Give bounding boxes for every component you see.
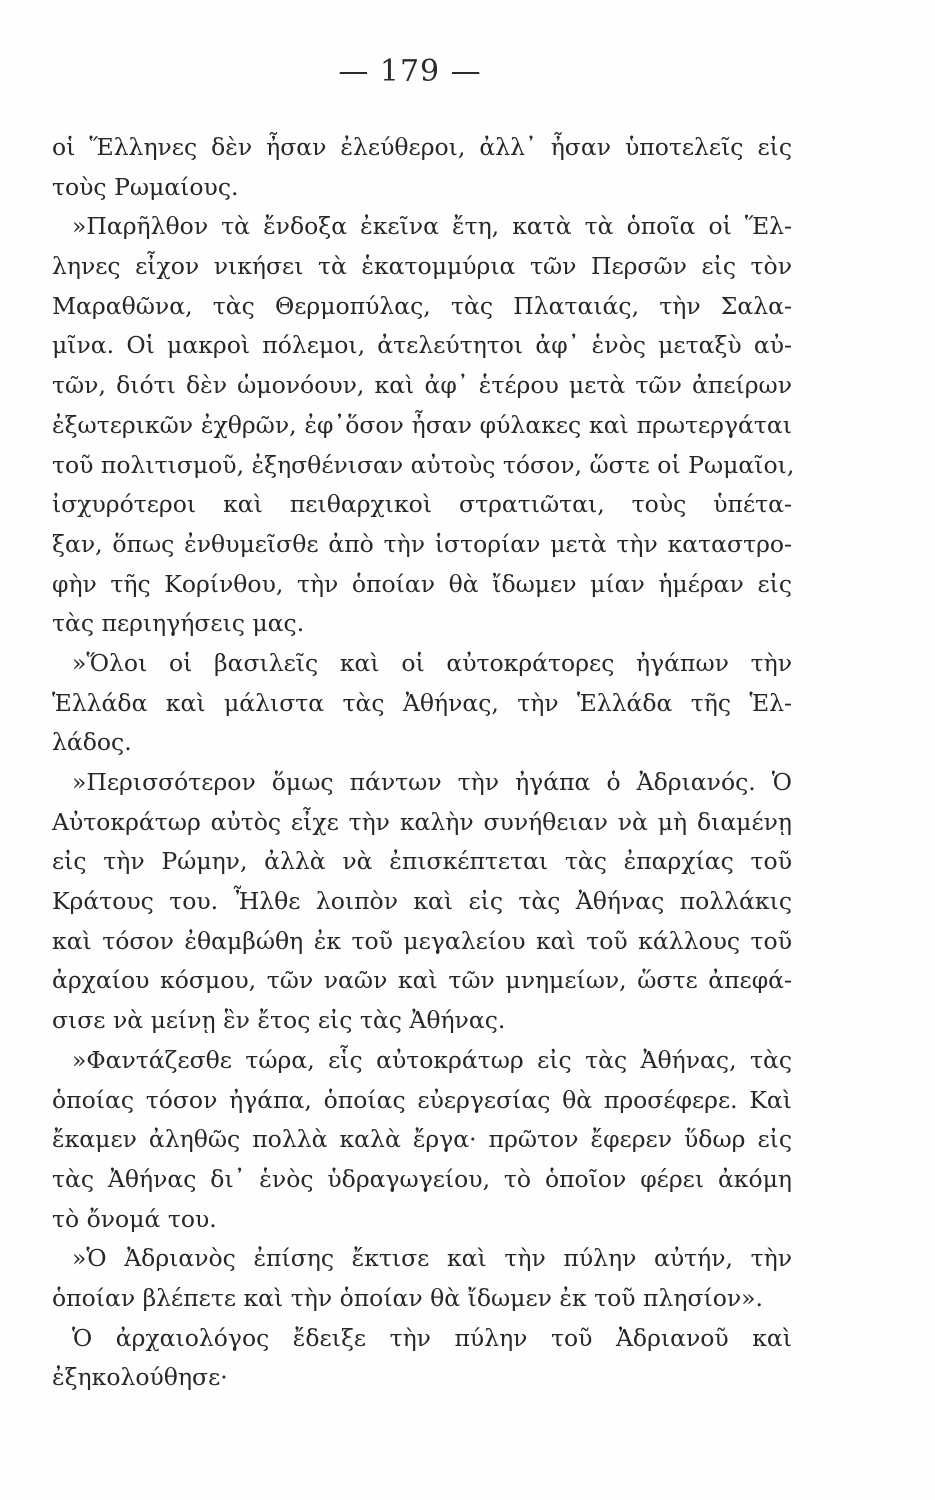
text-line: τὰς Ἀθήνας δι᾽ ἑνὸς ὑδραγωγείου, τὸ ὁποῖον φέρει ἀκόμη	[52, 1164, 792, 1193]
text-line: τοῦ πολιτισμοῦ, ἐξησθένισαν αὐτοὺς τόσον, ὥστε οἱ Ρωμαῖοι,	[52, 450, 795, 479]
paragraph	[52, 128, 792, 207]
text-line: Ἑλλάδα καὶ μάλιστα τὰς Ἀθήνας, τὴν Ἑλλάδα τῆς Ἑλ-	[52, 688, 792, 717]
text-line: Μαραθῶνα, τὰς Θερμοπύλας, τὰς Πλαταιάς, τὴν Σαλα-	[52, 291, 792, 320]
text-line: εἰς τὴν Ρώμην, ἀλλὰ νὰ ἐπισκέπτεται τὰς ἐπαρχίας τοῦ	[52, 847, 792, 876]
text-line: τῶν, διότι δὲν ὡμονόουν, καὶ ἀφ᾽ ἑτέρου μετὰ τῶν ἀπείρων	[52, 371, 792, 400]
text-line: Κράτους του. Ἦλθε λοιπὸν καὶ εἰς τὰς Ἀθήνας πολλάκις	[52, 887, 792, 916]
paragraph	[52, 763, 792, 1041]
text-line: φὴν τῆς Κορίνθου, τὴν ὁποίαν θὰ ἴδωμεν μίαν ἡμέραν εἰς	[52, 569, 792, 598]
text-line: ληνες εἶχον νικήσει τὰ ἑκατομμύρια τῶν Περσῶν εἰς τὸν	[52, 252, 792, 281]
text-line: τὰς περιηγήσεις μας.	[52, 609, 305, 638]
text-line: ἰσχυρότεροι καὶ πειθαρχικοὶ στρατιῶται, τοὺς ὑπέτα-	[52, 490, 792, 519]
text-line: »Ὅλοι οἱ βασιλεῖς καὶ οἱ αὐτοκράτορες ἠγάπων τὴν	[72, 648, 792, 677]
paragraph	[52, 1041, 792, 1239]
paragraph	[52, 1239, 792, 1318]
text-line: ἔκαμεν ἀληθῶς πολλὰ καλὰ ἔργα· πρῶτον ἔφερεν ὕδωρ εἰς	[52, 1125, 792, 1154]
text-line: οἱ Ἕλληνες δὲν ἦσαν ἐλεύθεροι, ἀλλ᾽ ἦσαν ὑποτελεῖς εἰς	[52, 133, 792, 161]
text-line: τοὺς Ρωμαίους.	[52, 172, 239, 201]
text-line: »Φαντάζεσθε τώρα, εἷς αὐτοκράτωρ εἰς τὰς Ἀθήνας, τὰς	[72, 1045, 792, 1074]
body-text	[52, 128, 795, 1398]
paragraph	[52, 644, 792, 763]
text-line: ἐξηκολούθησε·	[52, 1363, 228, 1392]
text-line: Αὐτοκράτωρ αὐτὸς εἶχε τὴν καλὴν συνήθειαν νὰ μὴ διαμένῃ	[52, 807, 792, 836]
text-line: καὶ τόσον ἐθαμβώθη ἐκ τοῦ μεγαλείου καὶ τοῦ κάλλους τοῦ	[52, 926, 792, 955]
text-line: ὁποίας τόσον ἠγάπα, ὁποίας εὐεργεσίας θὰ προσέφερε. Καὶ	[52, 1085, 792, 1114]
text-line: »Παρῆλθον τὰ ἔνδοξα ἐκεῖνα ἔτη, κατὰ τὰ ὁποῖα οἱ Ἕλ-	[72, 212, 792, 241]
text-line: Ὁ ἀρχαιολόγος ἔδειξε τὴν πύλην τοῦ Ἀδριανοῦ καὶ	[72, 1323, 792, 1352]
text-line: σισε νὰ μείνῃ ἓν ἔτος εἰς τὰς Ἀθήνας.	[52, 1006, 506, 1035]
paragraph	[52, 1319, 792, 1398]
text-line: μῖνα. Οἱ μακροὶ πόλεμοι, ἀτελεύτητοι ἀφ᾽ ἑνὸς μεταξὺ αὐ-	[52, 331, 792, 360]
text-line: λάδος.	[52, 728, 132, 757]
text-line: ξαν, ὅπως ἐνθυμεῖσθε ἀπὸ τὴν ἱστορίαν μετὰ τὴν καταστρο-	[52, 529, 792, 558]
text-line: ἀρχαίου κόσμου, τῶν ναῶν καὶ τῶν μνημείων, ὥστε ἀπεφά-	[52, 966, 792, 995]
page-number-header: — 179 —	[338, 54, 482, 89]
text-line: ὁποίαν βλέπετε καὶ τὴν ὁποίαν θὰ ἴδωμεν ἐκ τοῦ πλησίον».	[52, 1283, 764, 1312]
text-line: ἐξωτερικῶν ἐχθρῶν, ἐφ᾽ὅσον ἦσαν φύλακες καὶ πρωτεργάται	[52, 410, 792, 439]
text-line: »Περισσότερον ὅμως πάντων τὴν ἠγάπα ὁ Ἀδριανός. Ὁ	[72, 768, 792, 796]
paragraph	[52, 207, 795, 644]
text-line: τὸ ὄνομά του.	[52, 1204, 217, 1233]
text-line: »Ὁ Ἀδριανὸς ἐπίσης ἔκτισε καὶ τὴν πύλην αὐτήν, τὴν	[72, 1244, 792, 1273]
